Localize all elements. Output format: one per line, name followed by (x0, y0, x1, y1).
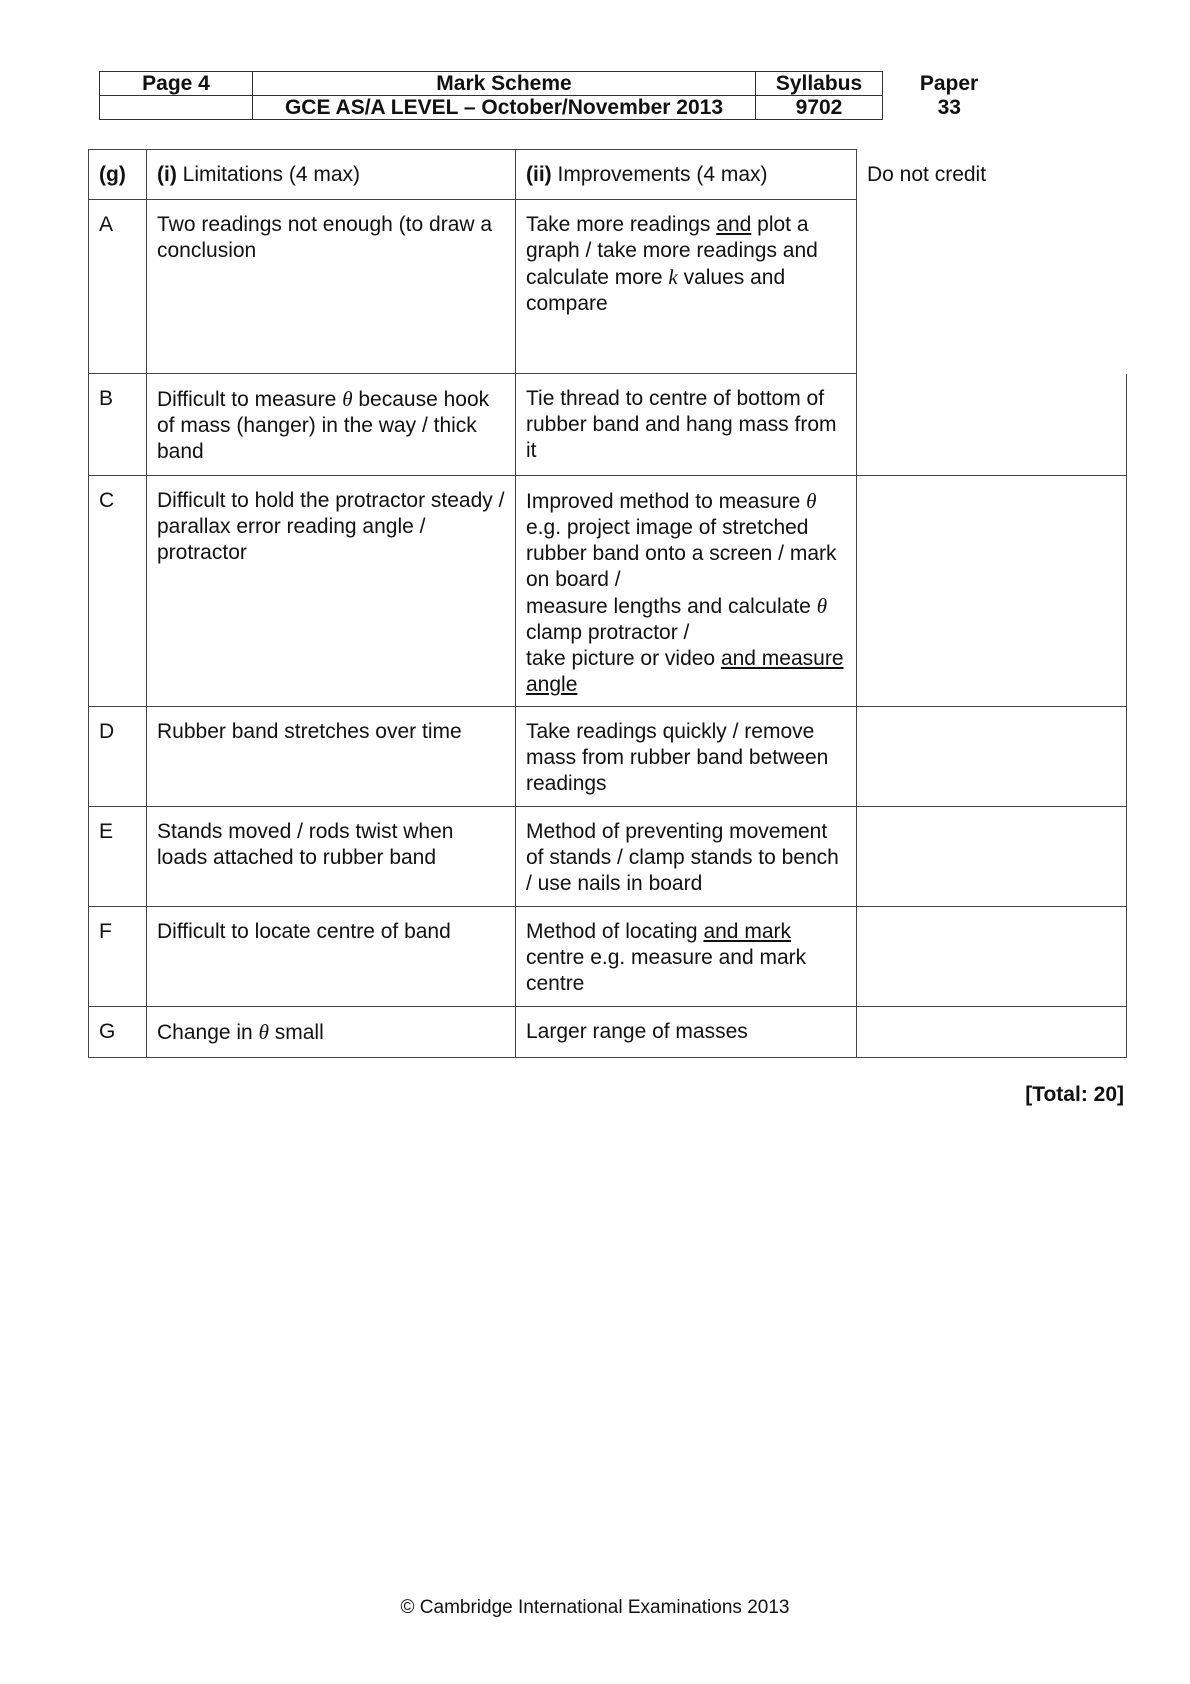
row-key: C (89, 476, 147, 707)
improvement-text: Take readings quickly / remove mass from rubber band between readings (516, 707, 857, 807)
table-row-e (89, 807, 1127, 907)
paper-label: Paper (919, 72, 979, 95)
do-not-credit-cell (857, 200, 1127, 374)
table-row-d (89, 707, 1127, 807)
table-row-c (89, 476, 1127, 707)
copyright-footer: © Cambridge International Examinations 2013 (400, 1597, 790, 1618)
do-not-credit-cell (857, 707, 1127, 807)
limitations-header-bold: (i) (157, 163, 177, 186)
row-key: F (89, 907, 147, 1007)
improvements-header (516, 150, 857, 200)
table-row-a (89, 200, 1127, 374)
improvement-text: Improved method to measure θ e.g. project image of stretched rubber band onto a screen / mark on board / measure lengths and calculate θ clamp protractor / take picture or video and measure angle (516, 476, 857, 707)
row-key: A (89, 200, 147, 374)
syllabus-value: 9702 (756, 96, 883, 120)
document-title: Mark Scheme (253, 72, 756, 96)
page-header (99, 71, 1016, 120)
header-blank-cell (100, 96, 253, 120)
total-marks: [Total: 20] (1025, 1083, 1124, 1106)
limitation-text: Difficult to locate centre of band (147, 907, 516, 1007)
row-key: E (89, 807, 147, 907)
syllabus-label: Syllabus (756, 72, 883, 96)
limitations-header-text: Limitations (4 max) (176, 163, 361, 186)
table-row-f (89, 907, 1127, 1007)
mark-scheme-table (88, 149, 1127, 1058)
limitation-text: Two readings not enough (to draw a conclusion (147, 200, 516, 374)
limitations-header (147, 150, 516, 200)
table-row-b (89, 374, 1127, 476)
limitation-text: Difficult to measure θ because hook of mass (hanger) in the way / thick band (147, 374, 516, 476)
row-key: B (89, 374, 147, 476)
page-number: Page 4 (100, 72, 253, 96)
do-not-credit-cell (857, 1007, 1127, 1058)
do-not-credit-cell (857, 907, 1127, 1007)
improvement-text: Method of locating and mark centre e.g. measure and mark centre (516, 907, 857, 1007)
row-key: D (89, 707, 147, 807)
limitation-text: Rubber band stretches over time (147, 707, 516, 807)
do-not-credit-cell (857, 476, 1127, 707)
improvement-text: Method of preventing movement of stands / clamp stands to bench / use nails in board (516, 807, 857, 907)
improvement-text: Larger range of masses (516, 1007, 857, 1058)
row-key: G (89, 1007, 147, 1058)
improvements-header-text: Improvements (4 max) (551, 163, 768, 186)
limitation-text: Change in θ small (147, 1007, 516, 1058)
paper-value: 33 (937, 96, 961, 119)
do-not-credit-cell (857, 807, 1127, 907)
improvements-header-bold: (ii) (526, 163, 552, 186)
improvement-text: Take more readings and plot a graph / take more readings and calculate more k values and compare (516, 200, 857, 374)
limitation-text: Stands moved / rods twist when loads attached to rubber band (147, 807, 516, 907)
do-not-credit-header: Do not credit (867, 162, 987, 186)
do-not-credit-cell (857, 374, 1127, 476)
document-subtitle: GCE AS/A LEVEL – October/November 2013 (253, 96, 756, 120)
table-header-row (89, 150, 1127, 200)
limitation-text: Difficult to hold the protractor steady / parallax error reading angle / protractor (147, 476, 516, 707)
improvement-text: Tie thread to centre of bottom of rubber band and hang mass from it (516, 374, 857, 476)
question-part-label: (g) (89, 150, 147, 200)
table-row-g (89, 1007, 1127, 1058)
